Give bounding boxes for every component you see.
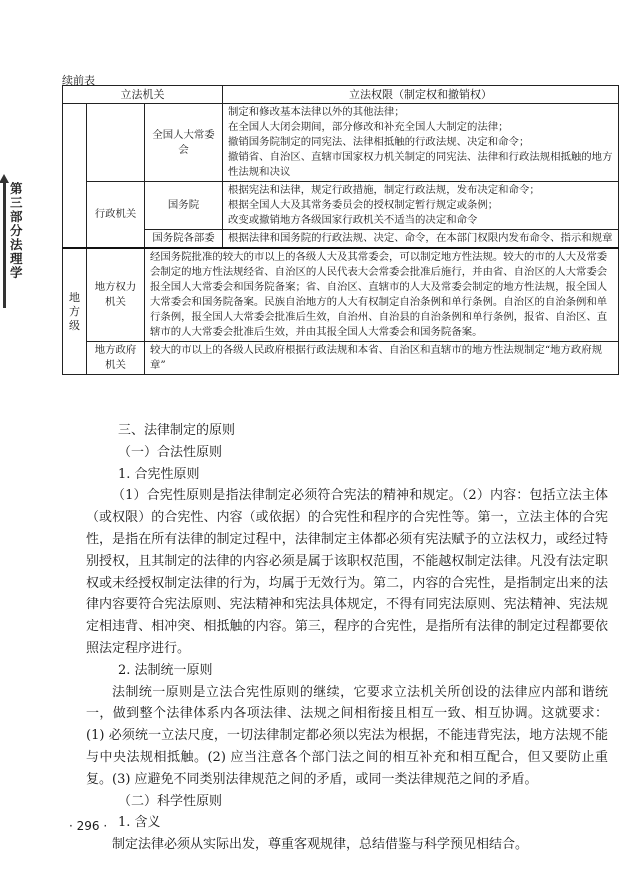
side-arrow-line: [3, 182, 6, 308]
table-row: [63, 104, 619, 182]
power-state-council: [223, 182, 619, 230]
power-line: 根据全国人大及其常务委员会的授权制定暂行规定或条例；: [228, 199, 499, 211]
continued-table-label: 续前表: [62, 74, 95, 87]
legislative-power-table: [62, 85, 619, 375]
level-local: [63, 248, 87, 375]
header-power: 立法权限（制定权和撤销权）: [223, 86, 619, 104]
organ-cell-blank: [87, 104, 145, 182]
item-heading: 2. 法制统一原则: [118, 662, 213, 678]
power-ministries: 根据法律和国务院的行政法规、决定、命令，在本部门权限内发布命令、指示和规章: [223, 230, 619, 249]
table-row: [63, 230, 619, 249]
power-line: 在全国人大闭会期间，部分修改和补充全国人大制定的法律；: [228, 121, 509, 133]
organ-ministries: 国务院各部委: [145, 230, 223, 249]
level-local-label: 地方级: [69, 290, 80, 332]
power-line: 根据宪法和法律，规定行政措施，制定行政法规，发布决定和命令；: [228, 184, 540, 196]
up-arrow-icon: [0, 174, 9, 183]
organ-local-power: 地方权力机关: [87, 248, 145, 342]
power-line: 制定和修改基本法律以外的其他法律；: [228, 106, 405, 118]
table-row: [63, 182, 619, 230]
power-line: 改变或撤销地方各级国家行政机关不适当的决定和命令: [228, 214, 478, 226]
side-tab-text: 第三部分 法理学: [10, 181, 23, 280]
table-row: [63, 342, 619, 375]
power-line: 撤销国务院制定的同宪法、法律相抵触的行政法规、决定和命令；: [228, 136, 530, 148]
table-row: [63, 248, 619, 342]
organ-npcsc: 全国人大常委会: [145, 104, 223, 182]
side-tab: [0, 180, 26, 310]
paragraph: （1）合宪性原则是指法律制定必须符合宪法的精神和规定。（2）内容：包括立法主体（或权限）的合宪性、内容（或依据）的合宪性和程序的合宪性等。第一，立法主体的合宪性，是指在所有法律的制定过程中，法律制定主体都必须有宪法赋予的立法权力，或经过特别授权，且其制定的法律的内容必须是属于该职权范围，不能越权制定法律。凡没有法定职权或未经授权制定法律的行为，均属于无效行为。第二，内容的合宪性，是指制定出来的法律内容要符合宪法原则、宪法精神和宪法具体规定，不得有同宪法原则、宪法精神、宪法规定相违背、相冲突、相抵触的内容。第三，程序的合宪性，是指所有法律的制定过程都要依照法定程序进行。: [86, 488, 608, 656]
organ-admin: 行政机关: [87, 182, 145, 249]
power-local-power: 经国务院批准的较大的市以上的各级人大及其常委会，可以制定地方性法规。较大的市的人大及常委会制定的地方性法规经省、自治区的人民代表大会常委会批准后施行，并由省、自治区的人大常委会报全国人大常委会和国务院备案；省、自治区、直辖市的人大及常委会制定的地方性法规，报全国人大常委会和国务院备案。民族自治地方的人大有权制定自治条例和单行条例。自治区的自治条例和单行条例，报全国人大常委会批准后生效，自治州、自治县的自治条例和单行条例，报省、自治区、直辖市的人大常委会批准后生效，并由其报全国人大常委会和国务院备案。: [145, 248, 619, 342]
header-organ: 立法机关: [63, 86, 223, 104]
table-header-row: [63, 86, 619, 104]
page-number: · 296 ·: [69, 819, 108, 833]
paragraph: 制定法律必须从实际出发，尊重客观规律，总结借鉴与科学预见相结合。: [112, 837, 529, 853]
power-npcsc: [223, 104, 619, 182]
subsection-heading: （一）合法性原则: [118, 444, 223, 460]
paragraph: 法制统一原则是立法合宪性原则的继续，它要求立法机关所创设的法律应内部和谐统一，做到整个法律体系内各项法律、法规之间相衔接且相互一致、相互协调。这就要求：(1) 必须统一立法尺度，一切法律制定都必须以宪法为根据，不能违背宪法，地方法规不能与中央法规相抵触。(2) 应当注意各个部门法之间的相互补充和相互配合，但又要防止重复。(3) 应避免不同类别法律规范之间的矛盾，或同一类法律规范之间的矛盾。: [86, 684, 608, 787]
item-heading: 1. 含义: [118, 815, 161, 831]
level-cell-blank: [63, 104, 87, 249]
section-heading: 三、法律制定的原则: [118, 423, 236, 438]
organ-state-council: 国务院: [145, 182, 223, 230]
item-heading: 1. 合宪性原则: [118, 466, 200, 482]
power-line: 撤销省、自治区、直辖市国家权力机关制定的同宪法、法律和行政法规相抵触的地方性法规和决议: [228, 151, 613, 178]
subsection-heading: （二）科学性原则: [118, 793, 223, 809]
organ-local-gov: 地方政府机关: [87, 342, 145, 375]
power-local-gov: 较大的市以上的各级人民政府根据行政法规和本省、自治区和直辖市的地方性法规制定“地方政府规章”: [145, 342, 619, 375]
main-text: [86, 420, 608, 856]
